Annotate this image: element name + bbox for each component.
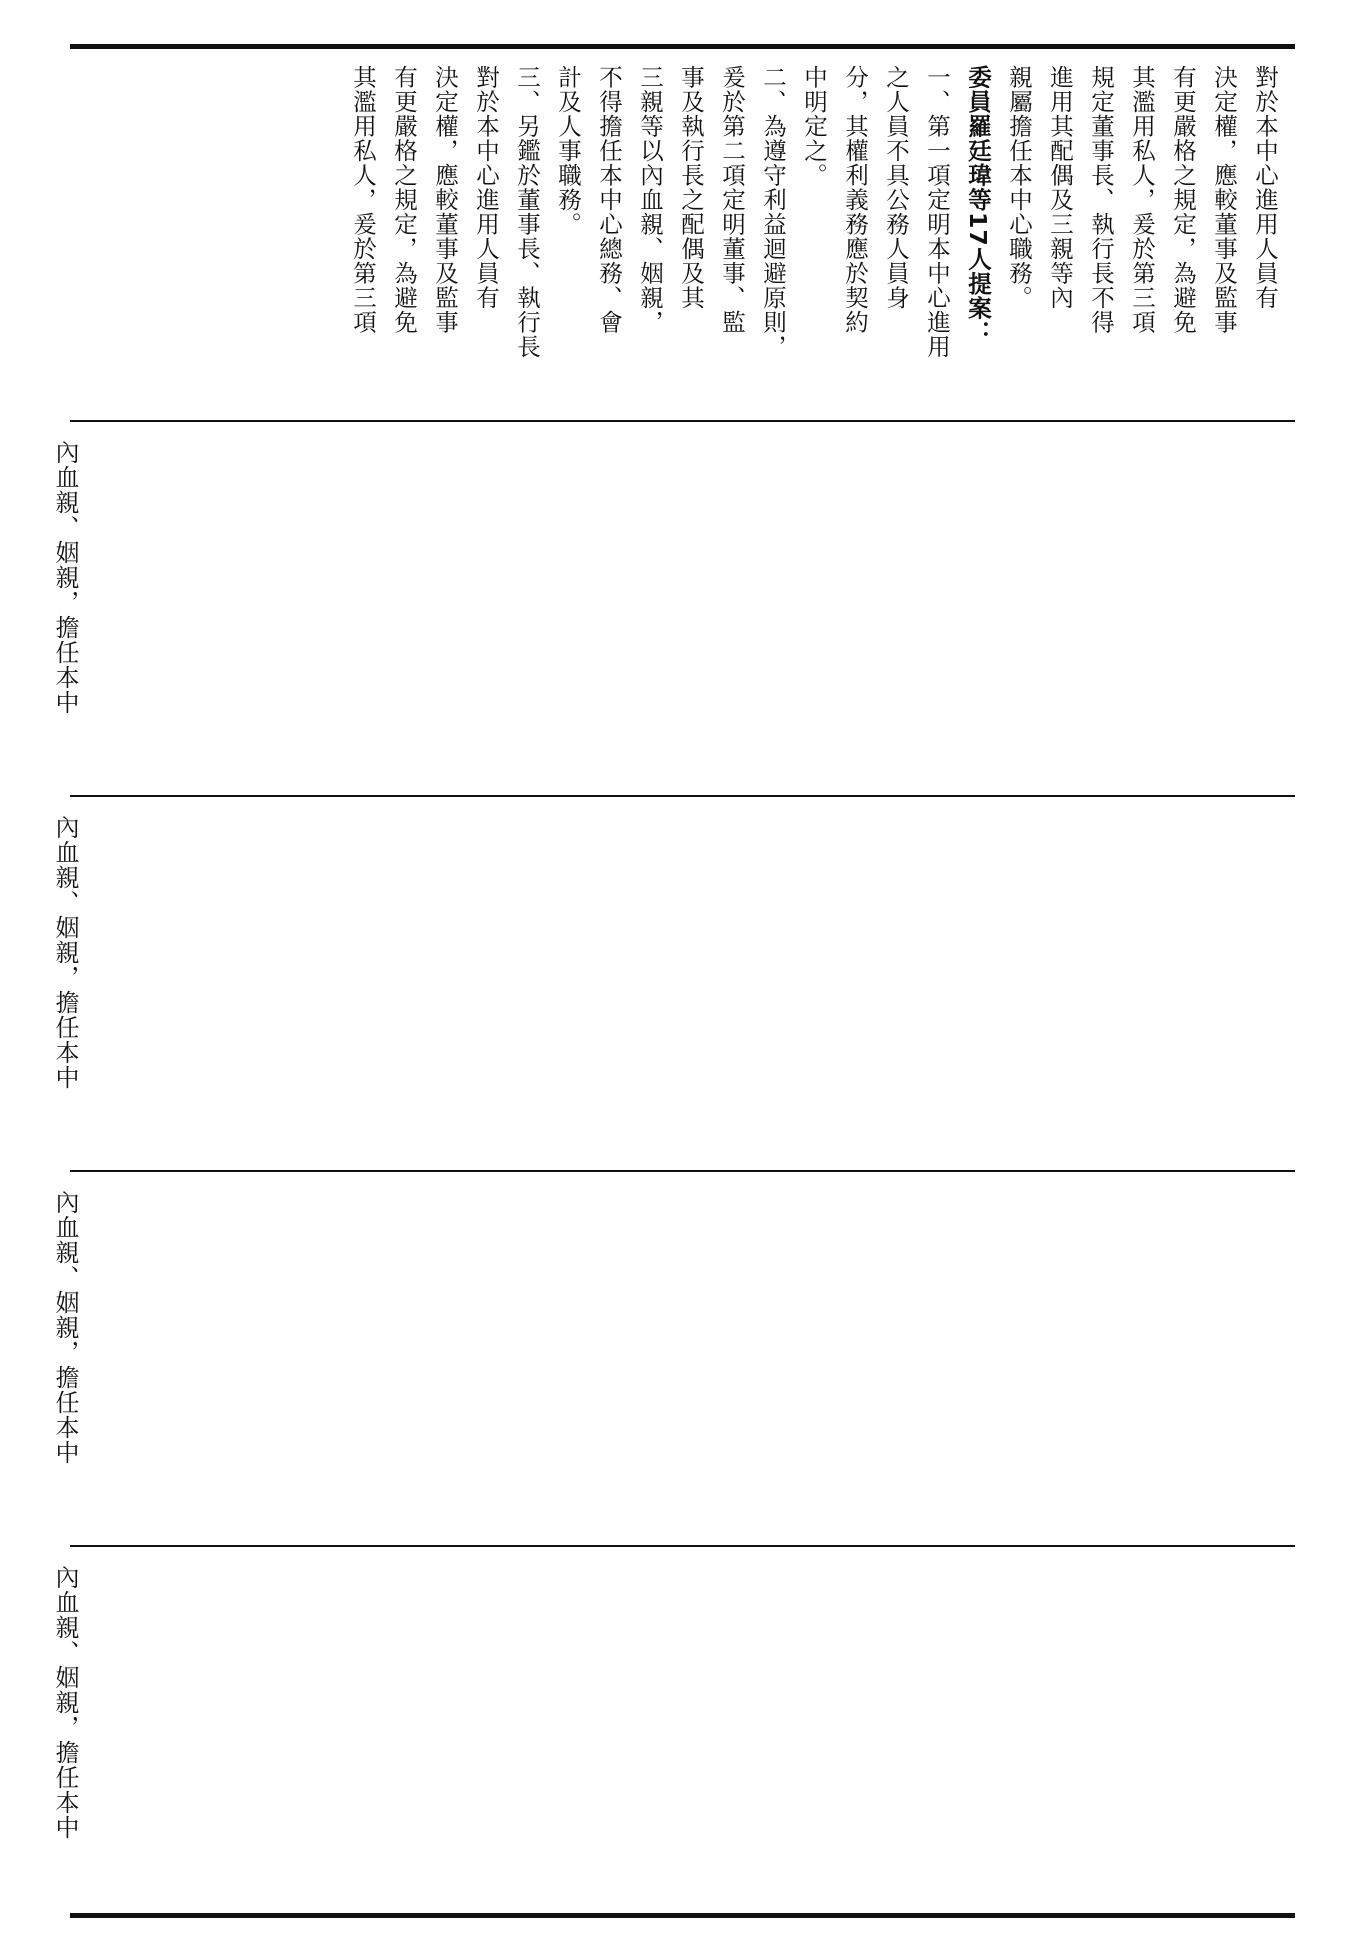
table-cell-provision	[51, 1172, 1295, 1545]
provision-text	[0, 440, 170, 715]
text-line: 爰於第二項定明董事、監	[718, 65, 746, 335]
text-line: 三親等以內血親、姻親，	[636, 65, 664, 335]
text-line: 事及執行長之配偶及其	[677, 65, 705, 310]
table-cell-provision	[51, 797, 1295, 1170]
text-line: 中明定之。	[800, 65, 828, 188]
text-line: 親屬擔任本中心職務。	[1005, 65, 1033, 310]
text-line: 進用其配偶及三親等內	[1046, 65, 1074, 310]
text-line: 有更嚴格之規定，為避免	[390, 65, 418, 335]
text-line: 之人員不具公務人員身	[882, 65, 910, 310]
text-line: 規定董事長、執行長不得	[1087, 65, 1115, 335]
table-cell-explanation	[70, 49, 1295, 420]
table-bottom-border	[70, 1913, 1295, 1918]
text-line: 一、第一項定明本中心進用	[923, 65, 951, 359]
proposal-heading: 委員羅廷瑋等17人提案：	[964, 65, 992, 345]
text-line: 決定權，應較董事及監事	[431, 65, 459, 335]
text-line: 內血親、姻親，擔任本中	[51, 1565, 79, 1840]
explanation-text	[342, 65, 1285, 359]
provision-text	[0, 815, 170, 1090]
text-line: 其濫用私人，爰於第三項	[349, 65, 377, 335]
table-cell-provision	[51, 1547, 1295, 1913]
text-line: 內血親、姻親，擔任本中	[51, 815, 79, 1090]
text-line: 內血親、姻親，擔任本中	[51, 1190, 79, 1465]
text-line: 有更嚴格之規定，為避免	[1169, 65, 1197, 335]
text-line: 計及人事職務。	[554, 65, 582, 237]
table-cell-provision	[51, 422, 1295, 795]
text-line: 其濫用私人，爰於第三項	[1128, 65, 1156, 335]
text-line: 三、另鑑於董事長、執行長	[513, 65, 541, 359]
provision-text	[0, 1190, 170, 1465]
text-line: 對於本中心進用人員有	[1251, 65, 1279, 310]
text-line: 分，其權利義務應於契約	[841, 65, 869, 335]
text-line: 內血親、姻親，擔任本中	[51, 440, 79, 715]
text-line: 二、為遵守利益迴避原則，	[759, 65, 787, 359]
text-line: 決定權，應較董事及監事	[1210, 65, 1238, 335]
provision-text	[0, 1565, 170, 1840]
text-line: 不得擔任本中心總務、會	[595, 65, 623, 335]
text-line: 對於本中心進用人員有	[472, 65, 500, 310]
